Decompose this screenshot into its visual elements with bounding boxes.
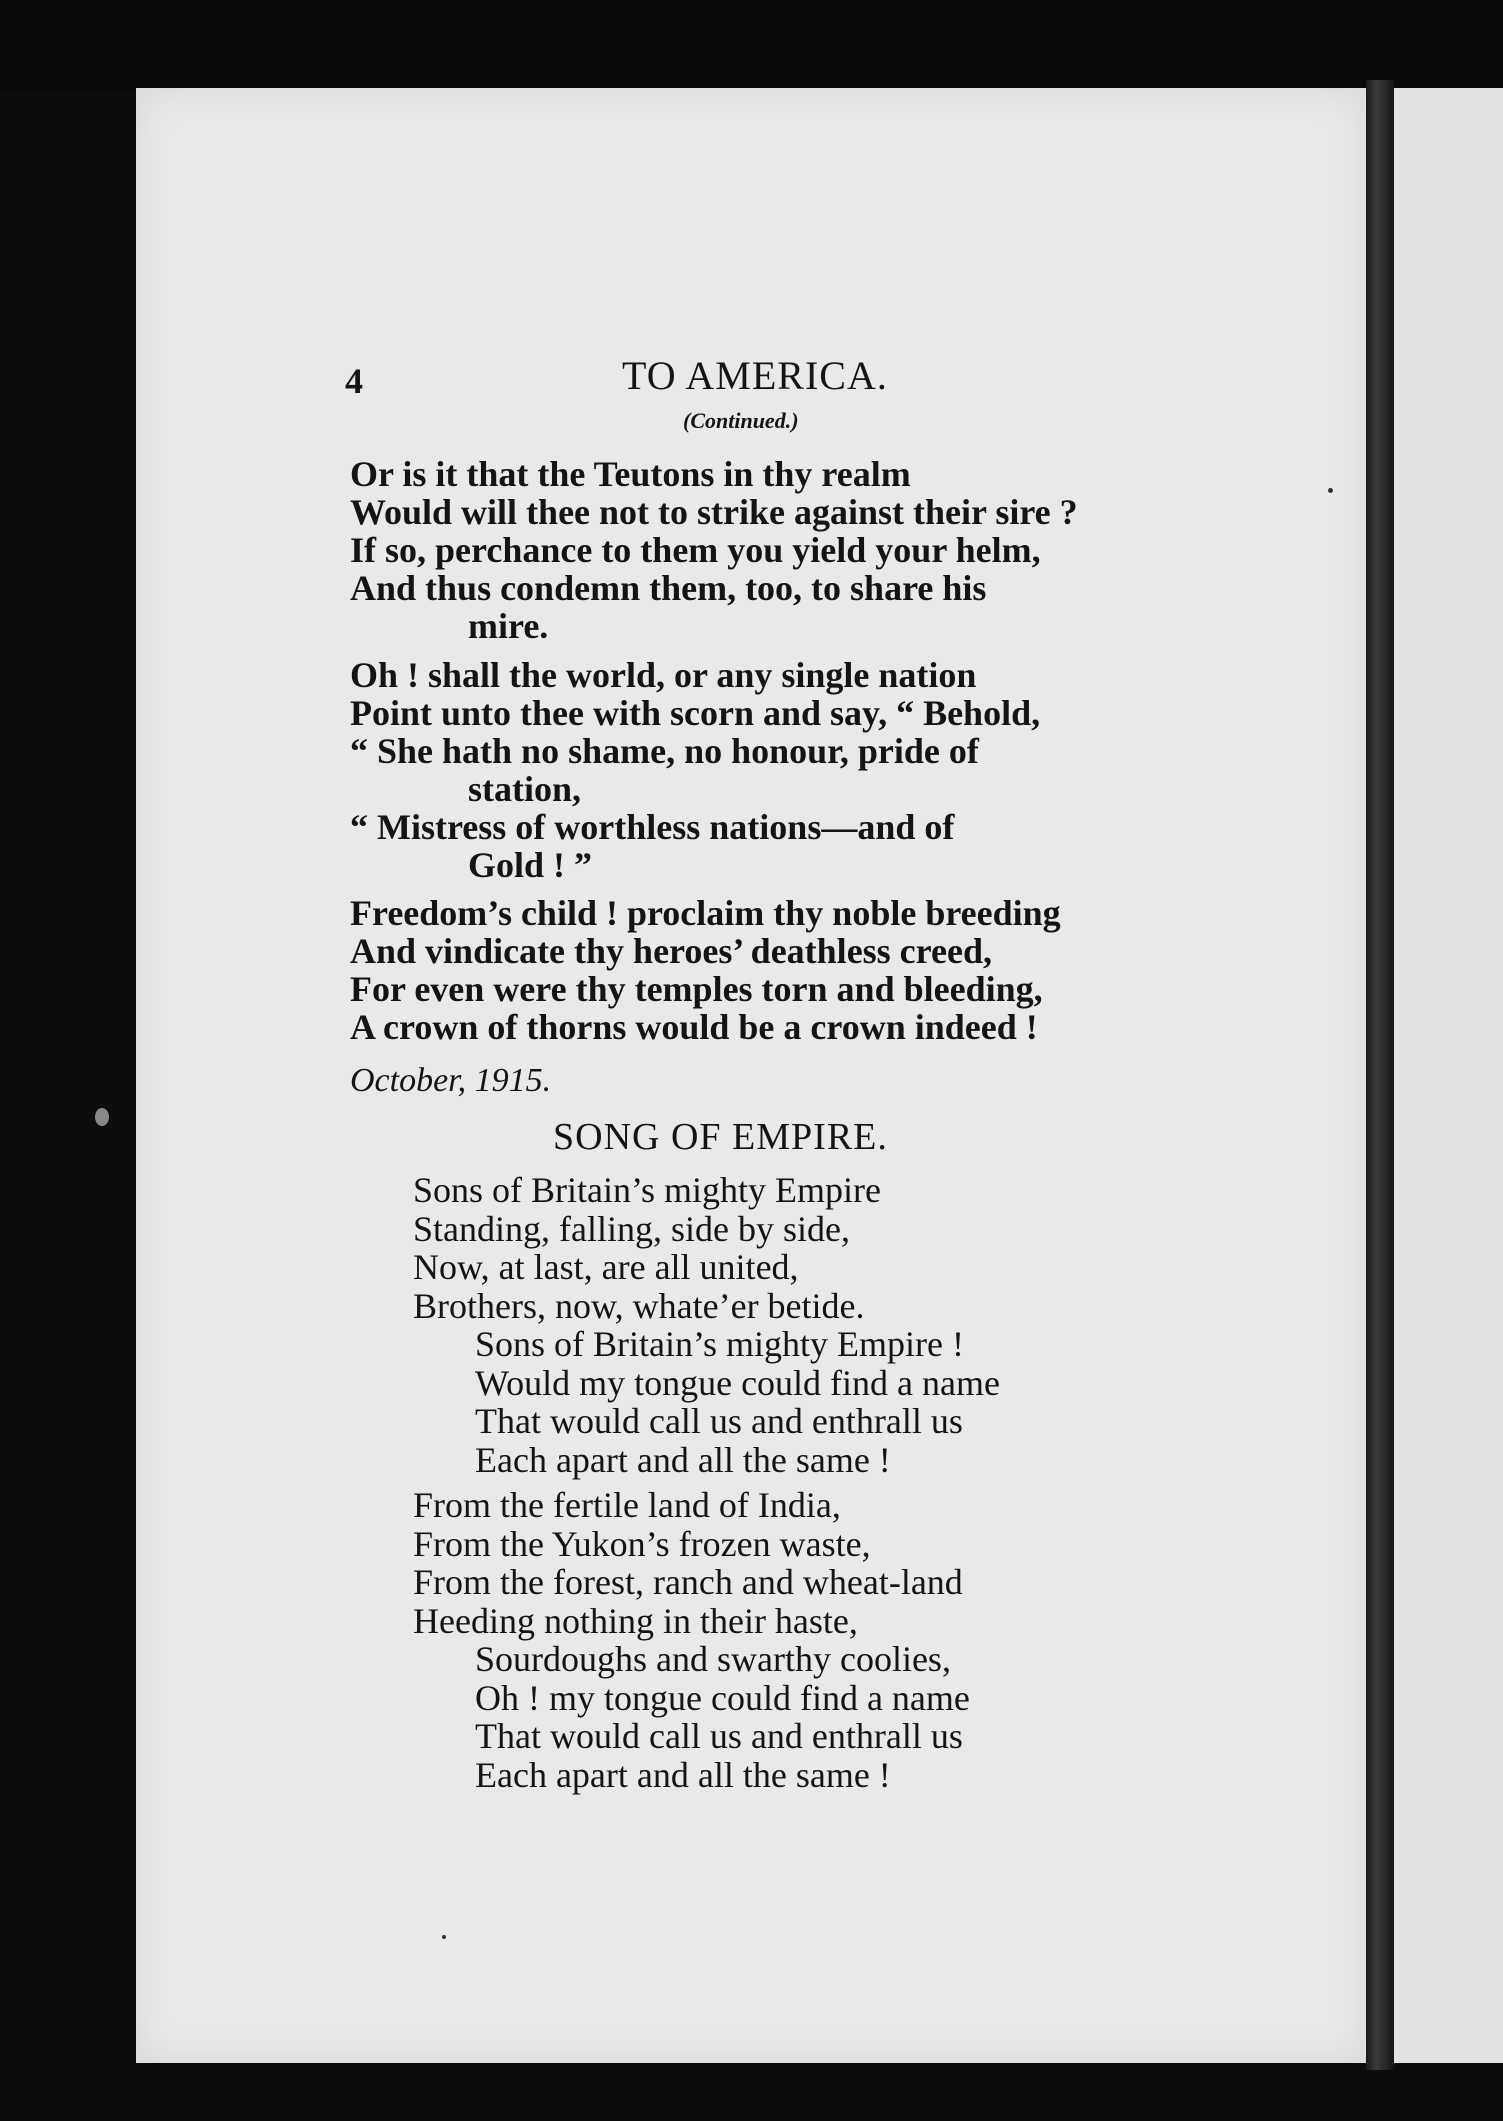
poem-line: Freedom’s child ! proclaim thy noble breeding <box>350 893 1061 933</box>
poem-stanza-1 <box>350 455 1190 645</box>
song-line: Heeding nothing in their haste, <box>413 1600 858 1641</box>
song-line: Each apart and all the same ! <box>475 1439 891 1480</box>
song-line: Sons of Britain’s mighty Empire <box>413 1170 881 1210</box>
scan-border-top <box>0 0 1503 90</box>
song-line: From the fertile land of India, <box>413 1485 841 1525</box>
song-line: Brothers, now, whate’er betide. <box>413 1285 865 1326</box>
poem-line: Gold ! ” <box>468 845 593 885</box>
poem-line: mire. <box>468 606 549 646</box>
song-line: Each apart and all the same ! <box>475 1754 891 1795</box>
poem-line: If so, perchance to them you yield your helm, <box>350 530 1041 570</box>
poem-line: Point unto thee with scorn and say, “ Behold, <box>350 693 1041 733</box>
scan-speck <box>95 1108 109 1126</box>
poem-stanza-2 <box>350 656 1190 884</box>
song-stanza-1 <box>413 1171 1000 1479</box>
poem-line: For even were thy temples torn and bleeding, <box>350 969 1043 1009</box>
song-line: Standing, falling, side by side, <box>413 1208 850 1249</box>
song-line: From the Yukon’s frozen waste, <box>413 1523 871 1564</box>
poem-line: A crown of thorns would be a crown indeed ! <box>350 1007 1038 1047</box>
song-line: Sons of Britain’s mighty Empire ! <box>475 1324 964 1364</box>
poem-line: Would will thee not to strike against their sire ? <box>350 492 1078 532</box>
song-line: Now, at last, are all united, <box>413 1247 799 1287</box>
poem-line: “ Mistress of worthless nations—and of <box>350 807 955 847</box>
song-line: That would call us and enthrall us <box>475 1716 963 1756</box>
song-line: Would my tongue could find a name <box>475 1362 1000 1403</box>
page-number: 4 <box>345 361 363 401</box>
poem-line: Oh ! shall the world, or any single nation <box>350 655 977 695</box>
scan-speck <box>442 1935 446 1939</box>
scan-speck <box>1328 488 1333 493</box>
book-spine <box>1366 80 1394 2070</box>
song-line: Oh ! my tongue could find a name <box>475 1677 970 1718</box>
song-stanza-2 <box>413 1486 970 1794</box>
facing-page-edge <box>1394 88 1503 2063</box>
poem-line: And thus condemn them, too, to share his <box>350 568 987 608</box>
poem-line: “ She hath no shame, no honour, pride of <box>350 731 979 771</box>
poem-stanza-3 <box>350 894 1190 1046</box>
song-line: From the forest, ranch and wheat-land <box>413 1562 963 1602</box>
poem-date: October, 1915. <box>350 1062 552 1099</box>
song-title: SONG OF EMPIRE. <box>553 1116 888 1158</box>
poem-line: station, <box>468 769 582 809</box>
poem-title: TO AMERICA. <box>622 353 888 398</box>
song-line: Sourdoughs and swarthy coolies, <box>475 1639 951 1679</box>
poem-line: And vindicate thy heroes’ deathless creed, <box>350 931 992 971</box>
poem-line: Or is it that the Teutons in thy realm <box>350 454 911 494</box>
song-line: That would call us and enthrall us <box>475 1401 963 1441</box>
continued-label: (Continued.) <box>683 408 799 433</box>
